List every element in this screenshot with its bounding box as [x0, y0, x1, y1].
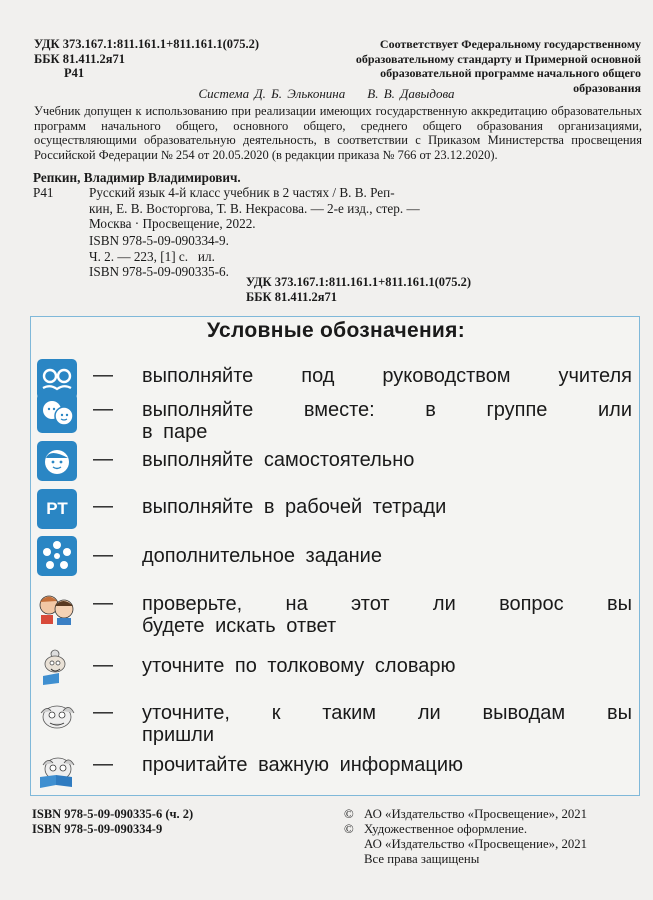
compliance-line-1: Соответствует Федеральному государственному — [379, 37, 641, 51]
copyright-line-2: Художественное оформление. — [364, 822, 528, 836]
legend-text — [142, 365, 632, 387]
isbn-bottom — [32, 807, 193, 837]
copyright-line-3: АО «Издательство «Просвещение», 2021 — [364, 837, 588, 851]
system-name: Система Д. Б. Эльконина — [198, 86, 346, 101]
copyright-block — [344, 807, 587, 867]
catalog-author: Репкин, Владимир Владимирович. — [33, 170, 241, 185]
legend-text — [142, 593, 632, 637]
compliance-line-2: образовательному стандарту и Примерной основной — [355, 51, 641, 66]
legend-row-line: уточните, к таким ли выводам вы — [142, 702, 632, 724]
isbn-part-2: ISBN 978-5-09-090335-6 (ч. 2) — [32, 807, 194, 821]
udk-code: УДК 373.167.1:811.161.1+811.161.1(075.2) — [34, 37, 260, 51]
catalog-pages: Ч. 2. — 223, [1] с. ил. — [89, 248, 215, 264]
legend-row-line-2: в паре — [142, 421, 208, 443]
children-characters-icon — [37, 587, 77, 627]
rt-icon-label: РТ — [46, 499, 68, 518]
copyright-symbol: © — [344, 822, 354, 836]
snowflake-icon — [37, 536, 77, 576]
catalog-isbn-2: ISBN 978-5-09-090335-6. — [89, 264, 229, 279]
legend-row-line-2: будете искать ответ — [142, 615, 337, 637]
legend-row-line: выполняйте под руководством учителя — [142, 365, 632, 387]
legend-text: уточните по толковому словарю — [142, 655, 456, 677]
legend-text: выполняйте самостоятельно — [142, 449, 415, 471]
two-faces-icon — [37, 393, 77, 433]
legend-dash: — — [93, 495, 113, 517]
compliance-line-3: образовательной программе начального общего образования — [380, 66, 641, 95]
legend-dash: — — [93, 448, 113, 470]
copyright-line-4: Все права защищены — [364, 852, 480, 866]
catalog-description — [89, 185, 609, 232]
legend-dash: — — [93, 544, 113, 566]
udk-block — [34, 37, 259, 81]
catalog-line-2: кин, Е. В. Восторгова, Т. В. Некрасова. — 2-е изд., стер. — — [89, 200, 420, 216]
copyright-line-1: АО «Издательство «Просвещение», 2021 — [364, 807, 588, 821]
bbk-code: ББК 81.411.2я71 — [34, 51, 126, 66]
legend-dash: — — [93, 654, 113, 676]
catalog-line-1: Русский язык 4-й класс учебник в 2 частях / В. В. Реп- — [89, 185, 395, 200]
professor-character-icon — [37, 695, 77, 735]
catalog-code: Р41 — [33, 185, 54, 200]
system-line — [0, 86, 653, 102]
catalog-bbk-code: ББК 81.411.2я71 — [246, 289, 338, 304]
legend-title: Условные обозначения: — [207, 319, 465, 342]
rt-icon — [37, 489, 77, 529]
legend-dash: — — [93, 592, 113, 614]
copyright-symbol: © — [344, 807, 354, 821]
system-author: В. В. Давыдова — [367, 86, 455, 101]
legend-text — [142, 399, 632, 443]
legend-row-line: выполняйте вместе: в группе или — [142, 399, 632, 421]
legend-row-line-2: пришли — [142, 724, 215, 746]
catalog-udk-code: УДК 373.167.1:811.161.1+811.161.1(075.2) — [246, 275, 472, 289]
author-sign: Р41 — [64, 66, 85, 80]
catalog-isbn-1: ISBN 978-5-09-090334-9. — [89, 233, 229, 248]
legend-text — [142, 702, 632, 746]
legend-text: выполняйте в рабочей тетради — [142, 496, 447, 518]
professor-reading-icon — [37, 749, 77, 789]
legend-dash: — — [93, 701, 113, 723]
legend-dash: — — [93, 753, 113, 775]
legend-dash: — — [93, 364, 113, 386]
catalog-udk — [246, 275, 471, 304]
legend-text: дополнительное задание — [142, 545, 382, 567]
face-icon — [37, 441, 77, 481]
legend-dash: — — [93, 398, 113, 420]
legend-text: прочитайте важную информацию — [142, 754, 463, 776]
approval-text: Учебник допущен к использованию при реализации имеющих государственную аккредитацию образовательных программ начального общего, основного общего, среднего общего образования организациями, осуществляющими образовательную деятельность, в соответствии с Приказом Министерства просвещения Российской Федерации № 254 от 20.05.2020 (в редакции приказа № 766 от 23.12.2020). — [34, 104, 642, 162]
catalog-line-3: Москва · Просвещение, 2022. — [89, 216, 256, 231]
legend-box — [30, 316, 640, 796]
isbn-set: ISBN 978-5-09-090334-9 — [32, 822, 163, 836]
reading-character-icon — [37, 646, 77, 686]
legend-row-line: проверьте, на этот ли вопрос вы — [142, 593, 632, 615]
catalog-isbn — [89, 233, 229, 280]
